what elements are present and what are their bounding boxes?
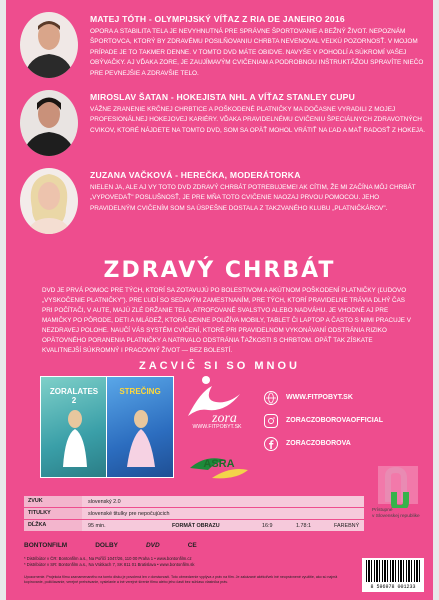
related-dvd-covers — [40, 376, 180, 486]
distributor-sk: * Distribútor v SR: Bontonfilm a.s., Na Vrátkach 7, SK 811 01 Bratislava • www.bontonfilm.sk — [24, 562, 195, 567]
specs-row-audio — [24, 496, 364, 507]
distributor-cz: * Distribútor v ČR: Bontonfilm a.s., Na Poříčí 1047/26, 110 00 Praha 1 • www.bontonfilm.cz — [24, 556, 192, 561]
asra-logo — [186, 452, 252, 482]
rating-line-2: v Slovenskej republike — [372, 514, 420, 519]
dvd-cover-title: STREČING — [119, 387, 161, 396]
specs-table — [24, 496, 364, 532]
dvd-cover-strecing — [106, 376, 174, 478]
spec-extra-ratio: 1.78:1 — [296, 522, 311, 529]
specs-row-length — [24, 520, 364, 531]
instagram-icon — [264, 414, 278, 428]
spec-value: slovenské titulky pre nepočujúcich — [88, 510, 170, 517]
dvd-video-logo: DVD — [145, 541, 160, 549]
facebook-link[interactable] — [264, 432, 424, 455]
spec-value: 95 min. — [88, 522, 106, 529]
facebook-icon — [264, 437, 278, 451]
website-link[interactable] — [264, 386, 424, 409]
endorsement-satan — [6, 86, 433, 164]
portrait-matej-toth — [20, 12, 78, 78]
website-text: WWW.FITPOBYT.SK — [286, 394, 353, 401]
barcode-number: 8 596978 001233 — [370, 584, 416, 590]
spec-key: TITULKY — [24, 508, 82, 519]
slogan: ZACVIČ SI SO MNOU — [138, 360, 300, 372]
endorser-quote: VÁŽNE ZRANENIE KRČNEJ CHRBTICE A POŠKODENÉ PLATNIČKY MA DOČASNE VYRADILI Z MOJEJ PROFESIONÁLNEJ HOKEJOVEJ KARIÉRY. VĎAKA PRAVIDELNÉMU CVIČENIU ŠPECIÁLNYCH ZDRAVOTNÝCH CVIKOV, KTORÉ NÁJDETE NA TOMTO DVD, SOM SA OPÄŤ MOHOL VRÁTIŤ NA ĽAD A MAŤ RADOSŤ Z HOKEJA. — [90, 106, 425, 134]
social-links — [264, 386, 424, 455]
zora-logo — [182, 372, 252, 432]
zora-logo-text: zora — [212, 411, 237, 426]
endorsement-toth — [6, 8, 433, 86]
specs-row-subtitles — [24, 508, 364, 519]
dvd-back-cover — [6, 0, 433, 600]
portrait-miroslav-satan — [20, 90, 78, 156]
portrait-zuzana-vackova — [20, 168, 78, 234]
rating-line-1: Prístupné — [372, 508, 393, 513]
spec-extra-key: FORMÁT OBRAZU — [172, 522, 220, 529]
distributor-info — [24, 556, 324, 568]
spec-key: DĹŽKA — [24, 520, 82, 531]
endorser-quote: OPORA A STABILITA TELA JE NEVYHNUTNÁ PRE SPRÁVNE ŠPORTOVANIE A BEŽNÝ ŽIVOT. NEPOZNÁM ŠPORTOVCA, KTORÝ BY ZDRAVÉMU POSILŇOVANIU CHRBTA NEVENOVAL VEĽKÚ POZORNOSŤ. V MOJOM PRÍPADE JE TO TAKMER DENNE. V TOMTO DVD MÁTE OBIDVE. NAVYŠE V POHODLÍ A SÚKROMÍ VAŠEJ OBÝVAČKY. AJ VĎAKA ZORE, JE ZAUJÍMAVÝM CVIČENIAM A PODROBNOU INŠTRUKTÁŽOU SPRAVÍTE NIEČO PRE PEVNEJŠIE A ZDRAVŠIE TELO. — [90, 28, 424, 77]
endorser-name: MIROSLAV ŠATAN - HOKEJISTA NHL A VÍŤAZ STANLEY CUPU — [90, 92, 355, 102]
barcode — [362, 558, 424, 592]
dvd-cover-title: ZORALATES 2 — [49, 387, 99, 405]
globe-icon — [264, 391, 278, 405]
facebook-text: ZORACZOBOROVA — [286, 440, 351, 447]
product-description: DVD JE PRVÁ POMOC PRE TÝCH, KTORÍ SA ZOTAVUJÚ PO BOLESTIVOM A AKÚTNOM POŠKODENÍ PLATNIČKY (ĽUDOVO „VYSKOČENIE PLATNIČKY"). PRE ĽUDÍ SO SEDAVÝM ZAMESTNANÍM, PRE TÝCH, KTORÍ PRAVIDELNE TRÁVIA DLHÝ ČAS PRI POČÍTAČI, V AUTE, MAJÚ ZLÉ DRŽANIE TELA, ATROFOVANÉ SVALSTVO ALEBO NADVÁHU. JE VHODNÉ AJ PRE MAMIČKY PO PÔRODE, DETI A MLÁDEŽ, KTORÁ DENNE POUŽÍVA MOBILY, TABLET ČI LAPTOP A ČASTO S NIMI PRACUJE V NEZDRAVEJ POLOHE. NAUČÍ VÁS SYSTÉM CVIČENÍ, KTORÉ PRI PRAVIDELNOM VYKONÁVANÍ ODSTRÁNIA RIZIKO OPÄTOVNÉHO PORANENIA PLATNIČKY A NATRVALO ODSTRÁNIA ŤAŽKOSTI S CHRBTOM. OPÄŤ TAK ZÍSKATE KVALITNEJŠÍ SÚKROMNÝ I PRACOVNÝ ŽIVOT — BEZ BOLESTÍ. — [42, 287, 411, 354]
endorser-name: MATEJ TÓTH - OLYMPIJSKÝ VÍŤAZ Z RIA DE JANEIRO 2016 — [90, 14, 345, 24]
ce-mark-logo: CE — [187, 541, 197, 549]
bontonfilm-logo: BONTONFILM — [24, 541, 68, 549]
spec-extra-color: FAREBNÝ — [334, 522, 360, 529]
spec-key: ZVUK — [24, 496, 82, 507]
instagram-link[interactable] — [264, 409, 424, 432]
asra-label: ASRA — [203, 458, 235, 470]
endorsement-vackova — [6, 164, 433, 242]
product-title: ZDRAVÝ CHRBÁT — [103, 258, 336, 283]
instagram-text: ZORACZOBOROVAOFFICIAL — [286, 417, 384, 424]
age-rating-badge — [370, 462, 426, 528]
logo-strip — [24, 538, 364, 552]
barcode-bars — [366, 560, 420, 582]
dolby-logo: DOLBY — [95, 541, 118, 549]
spec-value: slovenský 2.0 — [88, 498, 121, 505]
spec-extra-aspect: 16:9 — [262, 522, 273, 529]
endorser-name: ZUZANA VAČKOVÁ - HEREČKA, MODERÁTORKA — [90, 170, 301, 180]
zora-url: WWW.FITPOBYT.SK — [192, 424, 242, 430]
endorser-quote: NIELEN JA, ALE AJ VY TOTO DVD ZDRAVÝ CHRBÁT POTREBUJEME! AK CÍTIM, ŽE MI ZAČÍNA MÔJ CHRBÁT „VYPOVEDAŤ" POSLUŠNOSŤ, JE PRE MŇA TOTO CVIČENIE NAOZAJ PRVOU POMOCOU. JEHO PRAVIDELNÝM CVIČENÍM SOM SA ÚSPEŠNE DOSTALA Z TAKZVANÉHO KLUBU „PLATNIČKÁROV". — [90, 184, 416, 212]
dvd-cover-zoralates — [40, 376, 108, 478]
legal-notice: Upozornenie. Projekcia filmu zaznamenaného na tomto disku je povolená len v domácnosti. Toto obmedzenie vyplýva z práv na film. Je zakázané akékoľvek iné neoprávnené využitie, ako sú najmä kopírovanie, požičiavanie, verejné prehrávanie, vysielanie a iné verejné šírenie filmu alebo jeho časti bez súhlasu vlastníka práv. — [24, 575, 338, 584]
